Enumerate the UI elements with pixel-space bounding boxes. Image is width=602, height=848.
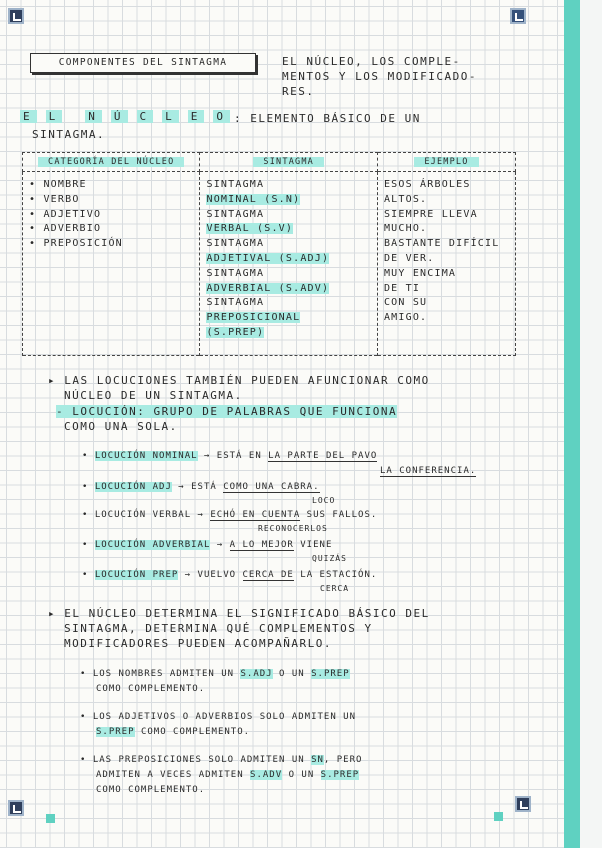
locuciones-intro: ▸ LAS LOCUCIONES TAMBIÉN PUEDEN AFUNCIONAR COMO	[48, 374, 430, 387]
complement-bullet: • LAS PREPOSICIONES SOLO ADMITEN UN SN, PERO	[80, 753, 362, 767]
ejemplo-line: CON SU	[383, 297, 428, 309]
complement-bullet-continued: COMO COMPLEMENTO.	[96, 684, 206, 694]
table-header: CATEGORÍA DEL NÚCLEO	[23, 153, 200, 172]
table-header: EJEMPLO	[377, 153, 515, 172]
corner-arrow-icon	[8, 8, 24, 24]
nucleo-determina-text: ▸ EL NÚCLEO DETERMINA EL SIGNIFICADO BÁSICO DEL	[48, 607, 430, 620]
nucleo-definition: SINTAGMA.	[32, 128, 106, 141]
corner-arrow-icon	[510, 8, 526, 24]
category-column	[23, 172, 200, 356]
sintagma-line: SINTAGMA	[206, 267, 265, 279]
complement-bullet: • LOS NOMBRES ADMITEN UN S.ADJ O UN S.PREP	[80, 667, 350, 681]
page-title: COMPONENTES DEL SINTAGMA	[30, 53, 256, 73]
nucleo-letter: E	[20, 110, 37, 123]
category-item: • NOMBRE	[29, 178, 193, 193]
nucleo-determina-text: MODIFICADORES PUEDEN ACOMPAÑARLO.	[64, 637, 333, 650]
categories-table	[22, 152, 516, 356]
locuciones-intro: NÚCLEO DE UN SINTAGMA.	[64, 389, 243, 402]
sintagma-line: NOMINAL (S.N)	[206, 193, 301, 205]
nucleo-letter: C	[137, 110, 154, 123]
ejemplo-line: SIEMPRE LLEVA	[383, 208, 478, 220]
category-item: • PREPOSICIÓN	[29, 237, 193, 252]
locucion-definition: - LOCUCIÓN: GRUPO DE PALABRAS QUE FUNCIONA	[56, 405, 398, 418]
intro-line: MENTOS Y LOS MODIFICADO-	[282, 70, 477, 83]
category-item: • VERBO	[29, 193, 193, 208]
nucleo-letter: L	[46, 110, 63, 123]
locucion-item: • LOCUCIÓN VERBAL → ECHÓ EN CUENTA SUS FALLOS.	[82, 508, 377, 522]
nucleo-letter: L	[162, 110, 179, 123]
ejemplo-line: AMIGO.	[383, 312, 428, 324]
nucleo-letter: E	[188, 110, 205, 123]
corner-arrow-icon	[8, 800, 24, 816]
ejemplo-line: DE VER.	[383, 252, 435, 264]
ejemplo-line: ESOS ÁRBOLES	[383, 179, 471, 190]
locucion-item: • LOCUCIÓN NOMINAL → ESTÁ EN LA PARTE DEL PAVO	[82, 449, 377, 463]
teal-square-icon	[494, 812, 503, 821]
locucion-example-continued: LA CONFERENCIA.	[380, 466, 477, 476]
ejemplo-line: ALTOS.	[383, 193, 428, 205]
teal-square-icon	[46, 814, 55, 823]
sintagma-line: SINTAGMA	[206, 297, 265, 309]
intro-line: EL NÚCLEO, LOS COMPLE-	[282, 55, 461, 68]
category-item: • ADVERBIO	[29, 222, 193, 237]
ejemplo-line: DE TI	[383, 282, 421, 294]
locucion-note: RECONOCERLOS	[258, 524, 328, 533]
nucleo-letter: O	[213, 110, 230, 123]
locucion-item: • LOCUCIÓN ADJ → ESTÁ COMO UNA CABRA.	[82, 480, 320, 494]
ejemplo-line: BASTANTE DIFÍCIL	[383, 238, 500, 250]
complement-bullet: • LOS ADJETIVOS O ADVERBIOS SOLO ADMITEN UN	[80, 710, 356, 724]
sintagma-line: PREPOSICIONAL	[206, 312, 301, 324]
teal-edge-strip	[564, 0, 580, 848]
sintagma-line: SINTAGMA	[206, 238, 265, 250]
sintagma-column	[200, 172, 377, 356]
locucion-item: • LOCUCIÓN ADVERBIAL → A LO MEJOR VIENE	[82, 538, 332, 552]
locucion-definition: COMO UNA SOLA.	[64, 420, 178, 433]
nucleo-letter: N	[85, 110, 102, 123]
complement-bullet-continued: ADMITEN A VECES ADMITEN S.ADV O UN S.PREP	[96, 770, 360, 780]
category-item: • ADJETIVO	[29, 208, 193, 223]
corner-arrow-icon	[515, 796, 531, 812]
complement-bullet-continued: S.PREP COMO COMPLEMENTO.	[96, 727, 251, 737]
ejemplo-line: MUCHO.	[383, 223, 428, 235]
nucleo-heading	[20, 110, 239, 123]
sintagma-line: (S.PREP)	[206, 326, 265, 338]
ejemplo-line: MUY ENCIMA	[383, 267, 457, 279]
locucion-item: • LOCUCIÓN PREP → VUELVO CERCA DE LA ESTACIÓN.	[82, 568, 377, 582]
locucion-note: LOCO	[312, 496, 336, 505]
locucion-note: CERCA	[320, 584, 350, 593]
sintagma-line: VERBAL (S.V)	[206, 223, 294, 235]
intro-line: RES.	[282, 85, 315, 98]
nucleo-letter: Ú	[111, 110, 128, 123]
locucion-note: QUIZÁS	[312, 554, 347, 563]
table-header: SINTAGMA	[200, 153, 377, 172]
nucleo-determina-text: SINTAGMA, DETERMINA QUÉ COMPLEMENTOS Y	[64, 622, 373, 635]
sintagma-line: ADJETIVAL (S.ADJ)	[206, 252, 330, 264]
sintagma-line: SINTAGMA	[206, 179, 265, 190]
page-margin	[580, 0, 602, 848]
sintagma-line: ADVERBIAL (S.ADV)	[206, 282, 330, 294]
ejemplo-column	[377, 172, 515, 356]
nucleo-definition: : ELEMENTO BÁSICO DE UN	[234, 112, 421, 125]
sintagma-line: SINTAGMA	[206, 208, 265, 220]
complement-bullet-continued: COMO COMPLEMENTO.	[96, 785, 206, 795]
